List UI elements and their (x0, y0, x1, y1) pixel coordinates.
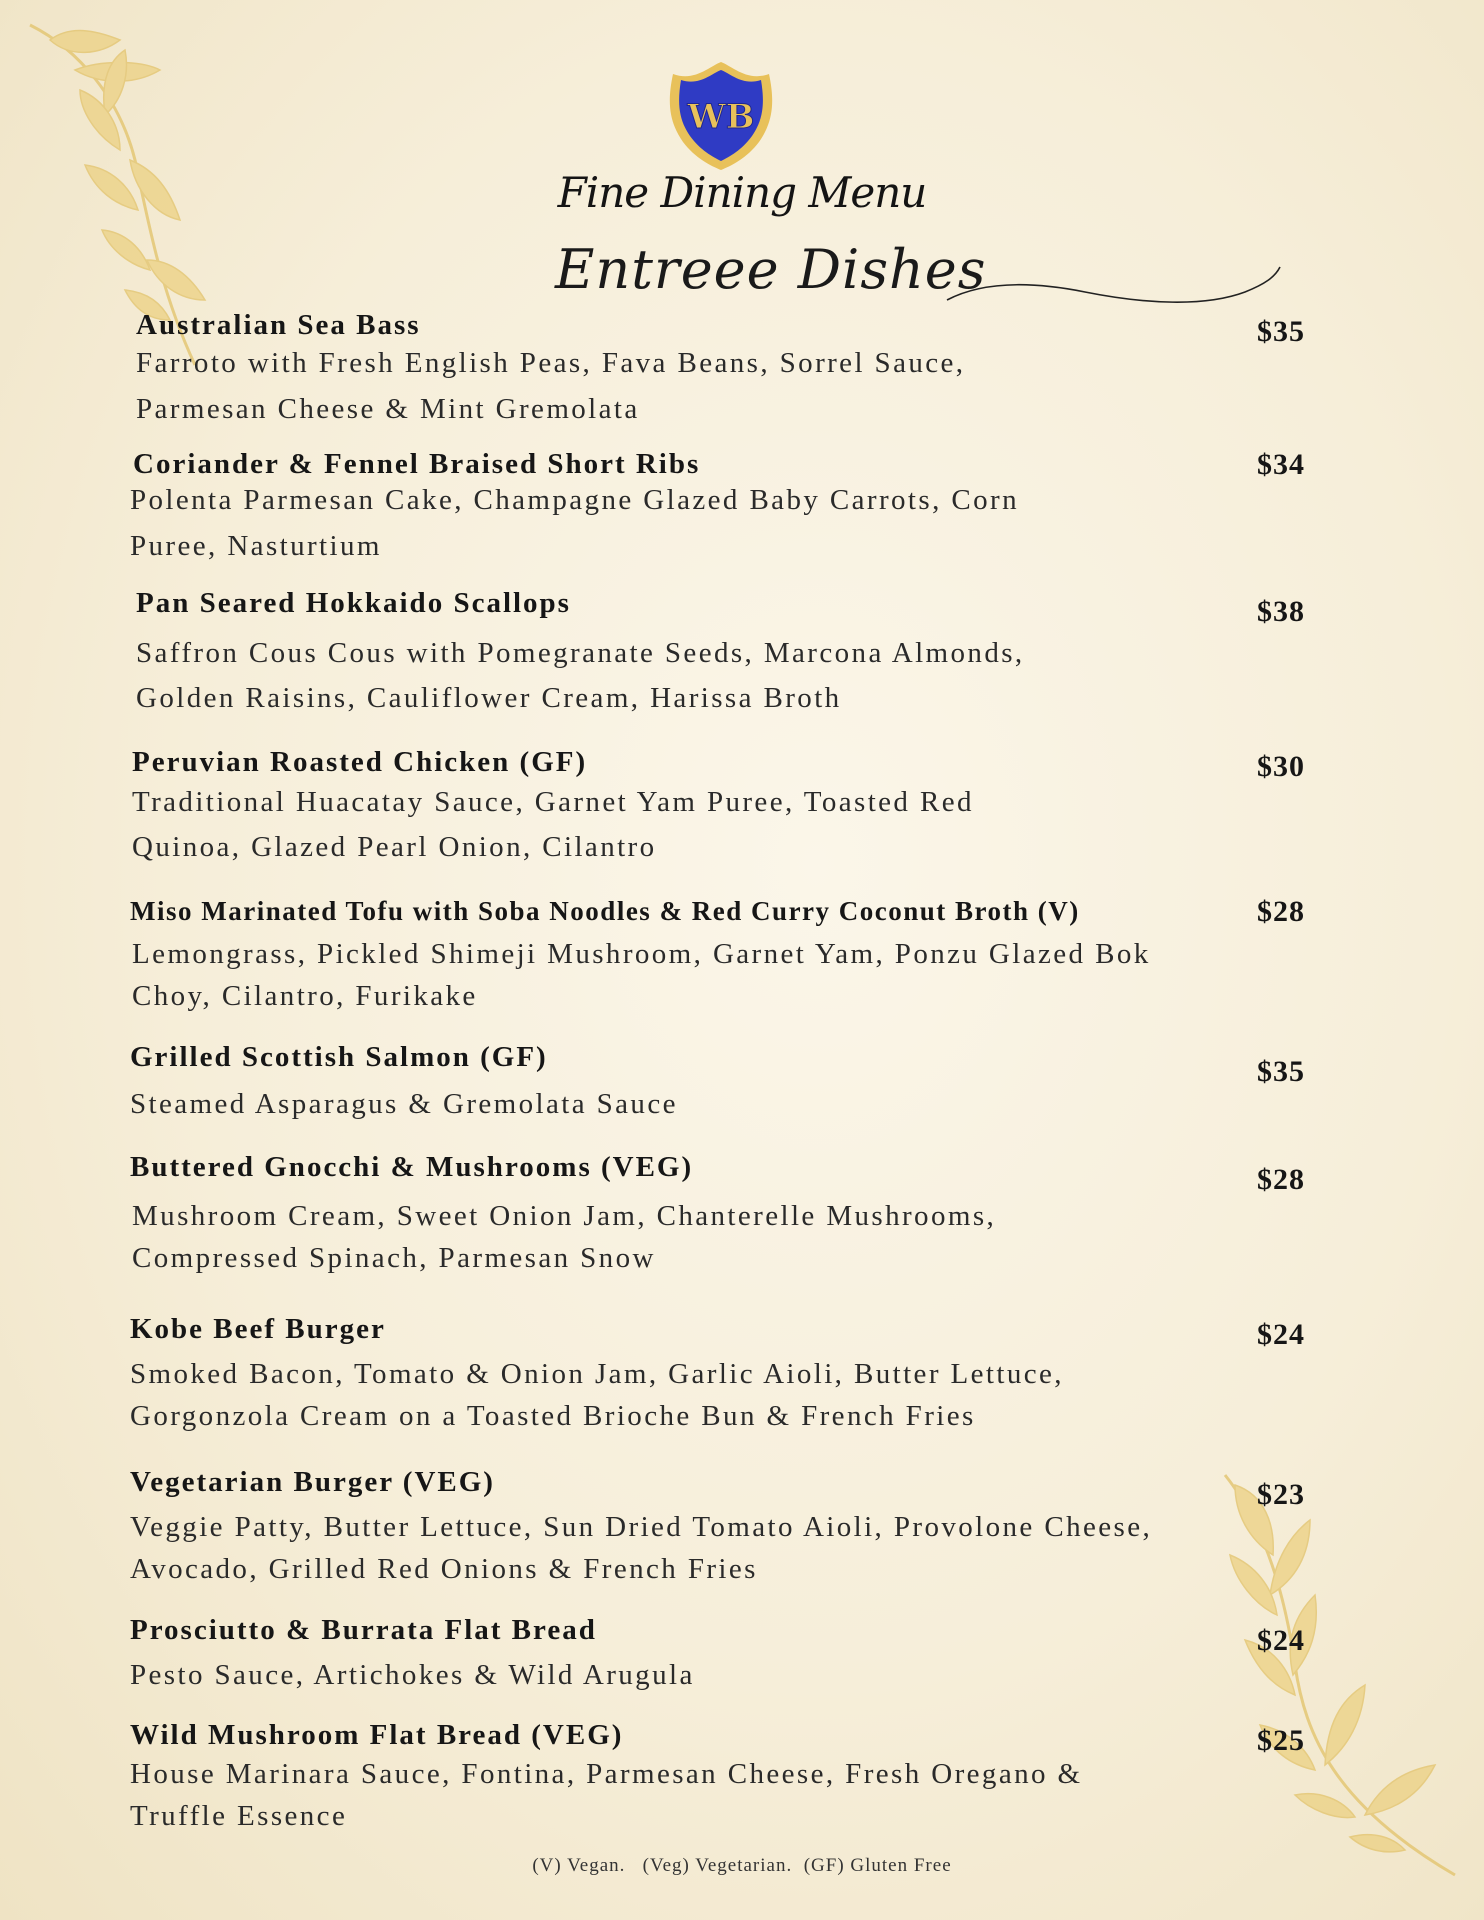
item-description: Pesto Sauce, Artichokes & Wild Arugula (130, 1659, 695, 1691)
item-name: Miso Marinated Tofu with Soba Noodles & Red Curry Coconut Broth (V) (130, 896, 1080, 926)
item-description: Golden Raisins, Cauliflower Cream, Harissa Broth (136, 682, 842, 714)
item-description: Compressed Spinach, Parmesan Snow (132, 1242, 656, 1274)
item-price: $38 (1257, 595, 1305, 628)
item-description: Parmesan Cheese & Mint Gremolata (136, 393, 640, 425)
item-price: $35 (1257, 1055, 1305, 1088)
item-name: Prosciutto & Burrata Flat Bread (130, 1614, 597, 1646)
item-name: Coriander & Fennel Braised Short Ribs (133, 448, 701, 480)
item-description: Mushroom Cream, Sweet Onion Jam, Chanterelle Mushrooms, (132, 1200, 997, 1232)
item-description: Steamed Asparagus & Gremolata Sauce (130, 1088, 678, 1120)
item-name: Australian Sea Bass (136, 309, 421, 341)
item-price: $35 (1257, 315, 1305, 348)
item-price: $24 (1257, 1318, 1305, 1351)
item-price: $23 (1257, 1478, 1305, 1511)
item-description: Gorgonzola Cream on a Toasted Brioche Bun & French Fries (130, 1400, 976, 1432)
dietary-legend: (V) Vegan. (Veg) Vegetarian. (GF) Gluten Free (532, 1855, 952, 1876)
item-name: Buttered Gnocchi & Mushrooms (VEG) (130, 1151, 694, 1183)
item-price: $25 (1257, 1724, 1305, 1757)
item-description: Polenta Parmesan Cake, Champagne Glazed Baby Carrots, Corn (130, 484, 1019, 516)
wb-shield-logo (665, 62, 777, 170)
item-name: Kobe Beef Burger (130, 1313, 386, 1345)
menu-title: Fine Dining Menu (557, 168, 927, 217)
item-name: Grilled Scottish Salmon (GF) (130, 1041, 548, 1073)
item-description: Lemongrass, Pickled Shimeji Mushroom, Garnet Yam, Ponzu Glazed Bok (132, 938, 1151, 970)
item-name: Wild Mushroom Flat Bread (VEG) (130, 1719, 624, 1751)
item-description: Avocado, Grilled Red Onions & French Fries (130, 1553, 758, 1585)
item-description: Traditional Huacatay Sauce, Garnet Yam Puree, Toasted Red (132, 786, 974, 818)
item-name: Vegetarian Burger (VEG) (130, 1466, 495, 1498)
item-price: $28 (1257, 1163, 1305, 1196)
item-description: Choy, Cilantro, Furikake (132, 980, 478, 1012)
flourish-icon (945, 262, 1285, 312)
leaf-sprig-icon (1215, 1465, 1475, 1885)
item-name: Pan Seared Hokkaido Scallops (136, 587, 571, 619)
item-price: $30 (1257, 750, 1305, 783)
item-description: Quinoa, Glazed Pearl Onion, Cilantro (132, 831, 657, 863)
item-price: $34 (1257, 448, 1305, 481)
logo-text: WB (687, 97, 755, 137)
item-description: Truffle Essence (130, 1800, 348, 1832)
item-description: Farroto with Fresh English Peas, Fava Beans, Sorrel Sauce, (136, 347, 966, 379)
item-price: $28 (1257, 895, 1305, 928)
item-price: $24 (1257, 1624, 1305, 1657)
section-title: Entreee Dishes (555, 238, 987, 301)
item-description: Saffron Cous Cous with Pomegranate Seeds, Marcona Almonds, (136, 637, 1025, 669)
item-description: Veggie Patty, Butter Lettuce, Sun Dried Tomato Aioli, Provolone Cheese, (130, 1511, 1153, 1543)
item-description: Puree, Nasturtium (130, 530, 382, 562)
item-name: Peruvian Roasted Chicken (GF) (132, 746, 588, 778)
item-description: House Marinara Sauce, Fontina, Parmesan Cheese, Fresh Oregano & (130, 1758, 1083, 1790)
item-description: Smoked Bacon, Tomato & Onion Jam, Garlic Aioli, Butter Lettuce, (130, 1358, 1064, 1390)
